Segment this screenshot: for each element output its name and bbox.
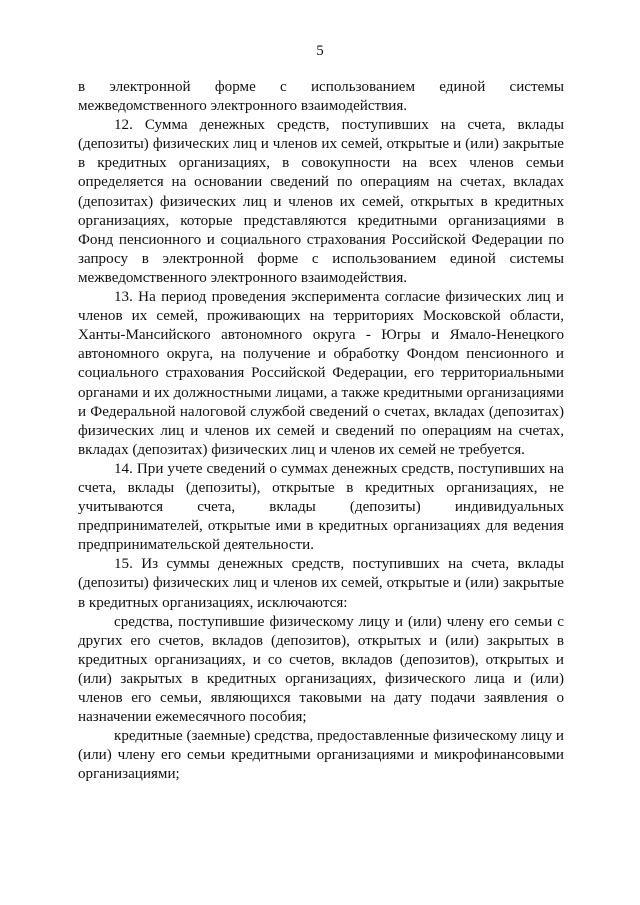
paragraph-15: 15. Из суммы денежных средств, поступивших на счета, вклады (депозиты) физических лиц и членов их семей, открытые и (или) закрытые в кредитных организациях, исключаются: bbox=[78, 556, 564, 611]
paragraph-12: 12. Сумма денежных средств, поступивших на счета, вклады (депозиты) физических лиц и членов их семей, открытые и (или) закрытые в кредитных организациях, в совокупности на всех членов семьи определяется на основании сведений по операциям на счетах, вкладах (депозитах) физических лиц и членов их семей, открытых в кредитных организациях, которые представляются кредитными организациями в Фонд пенсионного и социального страхования Российской Федерации по запросу в электронной форме с использованием единой системы межведомственного электронного взаимодействия. bbox=[78, 117, 564, 286]
paragraph-14: 14. При учете сведений о суммах денежных средств, поступивших на счета, вклады (депозиты), открытые в кредитных организациях, не учитываются счета, вклады (депозиты) индивидуальных предпринимателей, открытые ими в кредитных организациях для ведения предпринимательской деятельности. bbox=[78, 460, 564, 554]
document-body bbox=[78, 78, 564, 784]
paragraph-13: 13. На период проведения эксперимента согласие физических лиц и членов их семей, проживающих на территориях Московской области, Ханты-Мансийского автономного округа - Югры и Ямало-Ненецкого автономного округа, на получение и обработку Фондом пенсионного и социального страхования Российской Федерации, его территориальными органами и их должностными лицами, а также кредитными организациями и Федеральной налоговой службой сведений о счетах, вкладах (депозитах) физических лиц и членов их семей и сведений по операциям на счетах, вкладах (депозитах) физических лиц и членов их семей не требуется. bbox=[78, 289, 564, 458]
page-number: 5 bbox=[316, 43, 324, 59]
paragraph-continuation: в электронной форме с использованием единой системы межведомственного электронного взаимодействия. bbox=[78, 79, 564, 115]
paragraph-15-item-1: средства, поступившие физическому лицу и (или) члену его семьи с других его счетов, вкладов (депозитов), открытых и (или) закрытых в кредитных организациях, и со счетов, вкладов (депозитов), открытых и (или) закрытых в кредитных организациях, физического лица и (или) членов его семьи, являющихся таковыми на дату подачи заявления о назначении ежемесячного пособия; bbox=[78, 613, 564, 726]
paragraph-15-item-2: кредитные (заемные) средства, предоставленные физическому лицу и (или) члену его семьи кредитными организациями и микрофинансовыми организациями; bbox=[78, 728, 564, 783]
